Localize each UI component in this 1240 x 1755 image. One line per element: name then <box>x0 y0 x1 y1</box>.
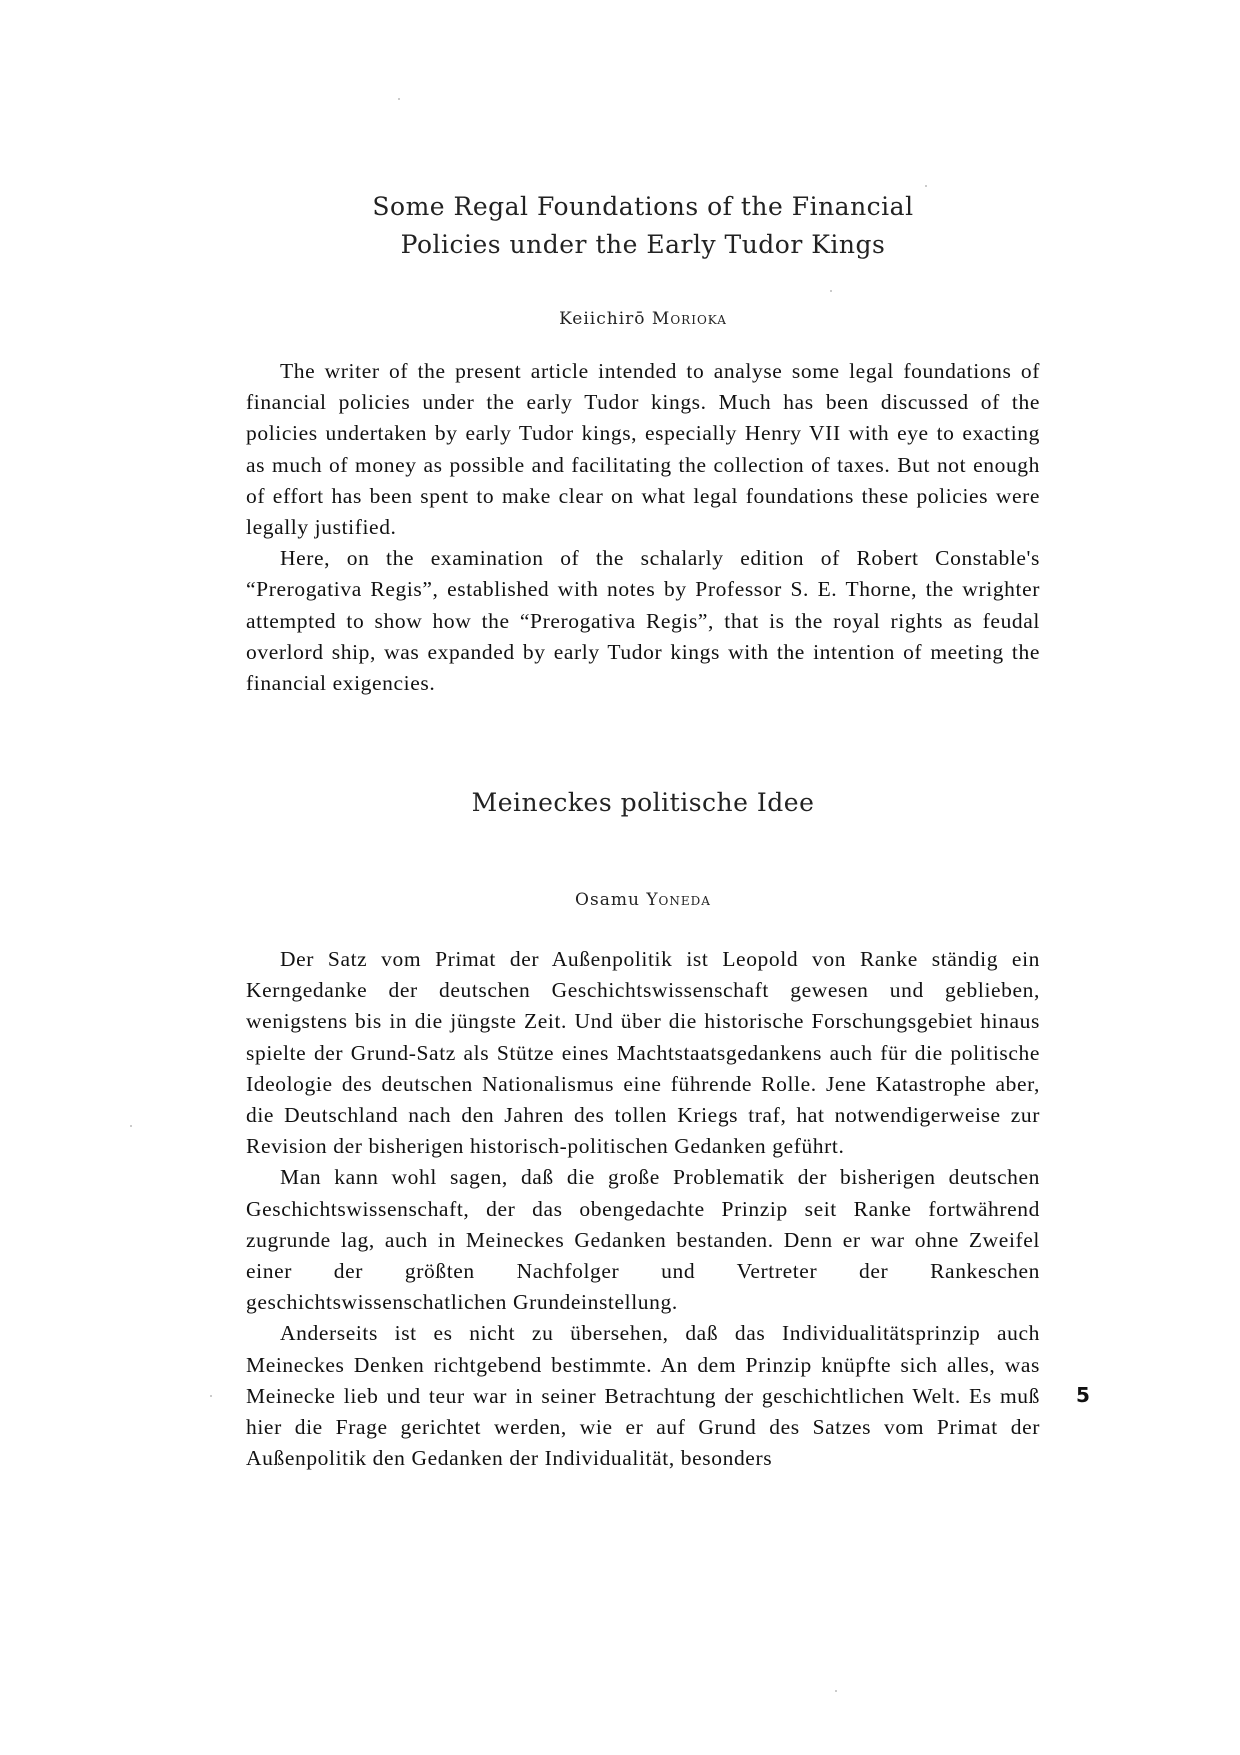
article-1-author-family: Morioka <box>651 309 727 329</box>
scan-speck <box>210 1395 212 1397</box>
article-2-abstract <box>246 944 1040 1474</box>
article-1-title-line-2: Policies under the Early Tudor Kings <box>400 230 886 259</box>
article-2-paragraph-1: Der Satz vom Primat der Außenpolitik ist Leopold von Ranke ständig ein Kerngedanke der deutschen Geschichtswissenschaft gewesen und geblieben, wenigstens bis in die jüngste Zeit. Und über die historische Forschungsgebiet hinaus spielte der Grund-Satz als Stütze eines Machtstaatsgedankens auch für die politische Ideologie des deutschen Nationalismus eine führende Rolle. Jene Katastrophe aber, die Deutschland nach den Jahren des tollen Kriegs traf, hat notwendigerweise zur Revision der bisherigen historisch-politischen Gedanken geführt. <box>246 947 1040 1159</box>
article-1-paragraph-2: Here, on the examination of the schalarly edition of Robert Constable's “Prerogativa Regis”, established with notes by Professor S. E. Thorne, the wrighter attempted to show how the “Prerogativa Regis”, that is the royal rights as feudal overlord ship, was expanded by early Tudor kings with the intention of meeting the financial exigencies. <box>246 546 1040 696</box>
article-2-author <box>246 890 1040 910</box>
article-1-author-given: Keiichirō <box>559 309 646 329</box>
article-1-paragraph-1: The writer of the present article intended to analyse some legal foundations of financial policies under the early Tudor kings. Much has been discussed of the policies undertaken by early Tudor kings, especially Henry VII with eye to exacting as much of money as possible and facilitating the collection of taxes. But not enough of effort has been spent to make clear on what legal foundations these policies were legally justified. <box>246 359 1040 540</box>
article-2-paragraph-3: Anderseits ist es nicht zu übersehen, daß das Individualitätsprinzip auch Meineckes Denken richtgebend bestimmte. An dem Prinzip knüpfte sich alles, was Meinecke lieb und teur war in seiner Betrachtung der geschichtlichen Welt. Es muß hier die Frage gerichtet werden, wie er auf Grund des Satzes vom Primat der Außenpolitik den Gedanken der Individualität, besonders <box>246 1321 1040 1471</box>
article-1-author <box>246 309 1040 329</box>
article-2-paragraph-2: Man kann wohl sagen, daß die große Problematik der bisherigen deutschen Geschichtswissenschaft, der das obengedachte Prinzip seit Ranke fortwährend zugrunde lag, auch in Meineckes Gedanken bestanden. Denn er war ohne Zweifel einer der größten Nachfolger und Vertreter der Rankeschen geschichtswissenschatlichen Grundeinstellung. <box>246 1165 1040 1315</box>
scan-speck <box>398 98 400 100</box>
article-1-title-line-1: Some Regal Foundations of the Financial <box>372 192 914 221</box>
article-1-abstract <box>246 356 1040 699</box>
scan-speck <box>925 185 927 187</box>
scan-speck <box>830 290 832 292</box>
article-2-author-given: Osamu <box>575 890 640 910</box>
scan-speck <box>130 1125 132 1127</box>
scan-speck <box>835 1690 837 1692</box>
article-2-author-family: Yoneda <box>646 890 711 910</box>
page-number: 5 <box>1076 1383 1090 1407</box>
article-2-title: Meineckes politische Idee <box>471 788 815 817</box>
